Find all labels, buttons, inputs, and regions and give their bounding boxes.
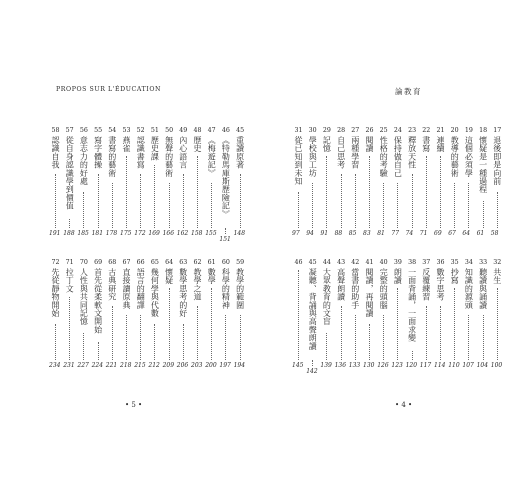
dot-leader bbox=[126, 156, 127, 228]
toc-entry bbox=[378, 258, 389, 370]
toc-entry bbox=[293, 258, 304, 370]
toc-entry-page: 169 bbox=[148, 230, 160, 237]
toc-entry-page: 206 bbox=[176, 362, 189, 369]
dot-leader bbox=[140, 315, 141, 360]
dot-leader bbox=[169, 183, 170, 228]
toc-entry-title: 懷疑 bbox=[164, 268, 174, 285]
toc-entry-number: 33 bbox=[479, 259, 488, 266]
toc-entry-page: 83 bbox=[363, 230, 371, 237]
toc-entry bbox=[78, 126, 89, 238]
toc-entry-page: 69 bbox=[434, 230, 442, 237]
toc-entry bbox=[463, 258, 474, 370]
toc-entry bbox=[93, 258, 104, 370]
dot-leader bbox=[140, 174, 141, 228]
toc-entry-title: 先從靜物開始 bbox=[51, 268, 60, 318]
toc-entry-number: 41 bbox=[365, 259, 374, 266]
toc-entry-title: 閱讀，再閱讀 bbox=[365, 268, 374, 318]
toc-entry-title: 保持做自己 bbox=[393, 136, 403, 177]
toc-entry-title: 高聲朗讀 bbox=[336, 268, 346, 301]
toc-entry-page: 155 bbox=[205, 230, 217, 237]
toc-entry-title: 朗讀 bbox=[393, 268, 403, 285]
toc-entry-title: 拉丁文 bbox=[65, 268, 75, 293]
toc-entry-title: 重讀原著 bbox=[235, 136, 245, 169]
toc-entry-number: 47 bbox=[207, 127, 216, 134]
toc-entry bbox=[64, 126, 75, 238]
toc-entry-number: 58 bbox=[51, 127, 60, 134]
toc-entry bbox=[478, 126, 489, 238]
toc-entry bbox=[350, 258, 361, 370]
toc-entry-page: 142 bbox=[306, 368, 318, 375]
toc-entry bbox=[293, 126, 304, 238]
toc-entry bbox=[78, 258, 89, 370]
toc-entry bbox=[121, 126, 132, 238]
toc-entry-title: 這個必須學 bbox=[464, 136, 474, 177]
dot-leader bbox=[154, 324, 155, 360]
toc-entry-page: 185 bbox=[77, 230, 89, 237]
toc-entry bbox=[306, 258, 318, 375]
dot-leader bbox=[326, 156, 327, 228]
toc-entry-page: 110 bbox=[448, 362, 460, 369]
dot-leader bbox=[240, 315, 241, 360]
toc-entry-title: 釋放天性 bbox=[407, 136, 417, 169]
toc-entry-title: 數學思考的好 bbox=[178, 268, 188, 318]
toc-entry-page: 133 bbox=[348, 362, 361, 369]
dot-leader bbox=[341, 306, 342, 360]
toc-entry-title: 無聲的藝術 bbox=[164, 136, 174, 177]
toc-entry-number: 23 bbox=[408, 127, 417, 134]
toc-entry-number: 29 bbox=[322, 127, 331, 134]
toc-entry-number: 48 bbox=[193, 127, 202, 134]
dot-leader bbox=[83, 192, 84, 228]
toc-entry-title: 《梅遊記》 bbox=[207, 136, 217, 177]
toc-entry bbox=[192, 258, 203, 370]
toc-entry-number: 65 bbox=[150, 259, 159, 266]
toc-entry-number: 71 bbox=[65, 259, 74, 266]
toc-entry-number: 31 bbox=[294, 127, 303, 134]
toc-entry-title: 意志力的好處 bbox=[79, 136, 89, 186]
dot-leader bbox=[69, 297, 70, 360]
dot-leader bbox=[98, 342, 99, 360]
toc-entry-title: 內心語言 bbox=[178, 136, 188, 169]
toc-entry-title: 教學的範圍 bbox=[235, 268, 245, 309]
toc-entry bbox=[135, 258, 146, 370]
toc-entry-number: 40 bbox=[379, 259, 388, 266]
toc-entry-title: 教學之道 bbox=[193, 268, 202, 301]
toc-entry-title: 懷疑是一種過程 bbox=[478, 136, 488, 194]
toc-entry-title: 書寫 bbox=[421, 136, 431, 153]
toc-entry-number: 67 bbox=[122, 259, 131, 266]
dot-leader bbox=[341, 174, 342, 228]
toc-entry bbox=[192, 126, 203, 238]
toc-entry-number: 57 bbox=[65, 127, 74, 134]
dot-leader bbox=[326, 333, 327, 360]
toc-entry-page: 191 bbox=[49, 230, 61, 237]
toc-entry-number: 32 bbox=[493, 259, 502, 266]
dot-leader bbox=[454, 288, 455, 360]
toc-entry-title: 反覆練習 bbox=[421, 268, 431, 301]
toc-entry-page: 97 bbox=[292, 230, 300, 237]
toc-entry-page: 227 bbox=[77, 362, 89, 369]
dot-leader bbox=[383, 183, 384, 228]
toc-entry-page: 94 bbox=[306, 230, 314, 237]
toc-entry bbox=[407, 126, 418, 238]
dot-leader bbox=[468, 315, 469, 360]
toc-entry-page: 74 bbox=[405, 230, 414, 237]
toc-entry bbox=[164, 126, 175, 238]
dot-leader bbox=[225, 228, 226, 234]
toc-entry-number: 25 bbox=[379, 127, 388, 134]
toc-entry-title: 閱讀 bbox=[365, 136, 374, 153]
toc-entry-page: 215 bbox=[134, 362, 146, 369]
dot-leader bbox=[154, 165, 155, 228]
toc-entry-title: 退後即是向前 bbox=[492, 136, 502, 186]
toc-entry-title: 連續 bbox=[436, 136, 445, 153]
dot-leader bbox=[397, 183, 398, 228]
toc-entry-title: 完整的頭腦 bbox=[379, 268, 389, 309]
toc-entry-page: 85 bbox=[348, 230, 357, 237]
toc-entry-page: 162 bbox=[176, 230, 189, 237]
toc-entry bbox=[149, 126, 160, 238]
dot-leader bbox=[183, 324, 184, 360]
dot-leader bbox=[383, 315, 384, 360]
toc-entry-title: 人性與共同記憶 bbox=[79, 268, 89, 326]
toc-entry-page: 209 bbox=[162, 362, 175, 369]
toc-entry-page: 117 bbox=[419, 362, 432, 369]
toc-entry bbox=[492, 258, 503, 370]
dot-leader bbox=[426, 306, 427, 360]
toc-entry-number: 54 bbox=[108, 127, 117, 134]
toc-entry-title: 認識自我 bbox=[51, 136, 60, 169]
toc-entry-title: 大眾教育的文盲 bbox=[322, 268, 332, 326]
toc-entry-page: 188 bbox=[63, 230, 75, 237]
toc-block-right-top bbox=[293, 126, 503, 238]
toc-entry-page: 126 bbox=[377, 362, 389, 369]
toc-entry-number: 45 bbox=[308, 259, 317, 266]
dot-leader bbox=[454, 183, 455, 228]
toc-entry-page: 151 bbox=[219, 236, 231, 243]
dot-leader bbox=[298, 192, 299, 228]
dot-leader bbox=[240, 174, 241, 228]
toc-entry-page: 181 bbox=[91, 230, 104, 237]
toc-entry-page: 139 bbox=[320, 362, 332, 369]
dot-leader bbox=[355, 315, 356, 360]
running-header-right: 論教育 bbox=[395, 87, 422, 96]
toc-entry-number: 27 bbox=[351, 127, 360, 134]
toc-entry bbox=[364, 258, 375, 370]
dot-leader bbox=[312, 183, 313, 228]
toc-entry-page: 224 bbox=[91, 362, 104, 369]
toc-block-right-bottom bbox=[292, 258, 503, 375]
toc-entry bbox=[178, 258, 189, 370]
dot-leader bbox=[197, 156, 198, 228]
toc-entry-page: 120 bbox=[405, 362, 418, 369]
toc-entry-number: 44 bbox=[322, 259, 331, 266]
toc-entry bbox=[336, 126, 347, 238]
toc-entry-title: 記憶 bbox=[322, 136, 332, 153]
toc-entry bbox=[93, 126, 104, 238]
dot-leader bbox=[483, 315, 484, 360]
toc-entry-number: 69 bbox=[94, 259, 103, 266]
toc-entry-page: 148 bbox=[233, 230, 246, 237]
toc-entry bbox=[50, 126, 61, 238]
toc-entry-page: 123 bbox=[391, 362, 403, 369]
toc-block-left-bottom bbox=[50, 258, 260, 370]
toc-entry bbox=[392, 258, 403, 370]
dot-leader bbox=[412, 351, 413, 360]
toc-entry-page: 136 bbox=[334, 362, 347, 369]
toc-block-left-top bbox=[49, 126, 260, 243]
toc-entry-page: 194 bbox=[233, 362, 246, 369]
toc-entry-title: 直接讀原典 bbox=[122, 268, 131, 309]
toc-entry bbox=[121, 258, 132, 370]
dot-leader bbox=[211, 288, 212, 360]
toc-entry-number: 51 bbox=[150, 127, 159, 134]
dot-leader bbox=[412, 174, 413, 228]
toc-entry bbox=[492, 126, 503, 238]
toc-entry-number: 24 bbox=[393, 127, 402, 134]
toc-entry-title: 燕雀 bbox=[122, 136, 131, 153]
toc-entry-page: 77 bbox=[391, 230, 400, 237]
toc-entry bbox=[321, 126, 332, 238]
toc-entry-title: 書寫的藝術 bbox=[107, 136, 117, 177]
toc-entry-number: 30 bbox=[308, 127, 317, 134]
toc-entry bbox=[421, 126, 432, 238]
toc-entry-page: 231 bbox=[63, 362, 75, 369]
toc-entry-number: 34 bbox=[464, 259, 473, 266]
toc-entry bbox=[435, 126, 446, 238]
toc-entry-page: 107 bbox=[462, 362, 474, 369]
toc-entry bbox=[407, 258, 418, 370]
toc-entry-number: 46 bbox=[294, 259, 303, 266]
toc-entry bbox=[392, 126, 403, 238]
toc-entry-title: 《特勒馬庫斯歷險記》 bbox=[221, 136, 231, 218]
toc-entry-number: 20 bbox=[450, 127, 459, 134]
toc-entry-number: 45 bbox=[236, 127, 245, 134]
page-number-right: • 4 • bbox=[395, 401, 413, 409]
toc-entry-number: 60 bbox=[221, 259, 230, 266]
toc-entry-title: 兩種學習 bbox=[350, 136, 360, 169]
toc-entry-page: 218 bbox=[120, 362, 132, 369]
dot-leader bbox=[169, 288, 170, 360]
toc-entry-page: 212 bbox=[148, 362, 160, 369]
dot-leader bbox=[497, 288, 498, 360]
toc-entry-title: 語言的翻譯 bbox=[136, 268, 146, 309]
toc-entry bbox=[378, 126, 389, 238]
toc-entry-page: 172 bbox=[134, 230, 146, 237]
toc-entry bbox=[449, 126, 460, 238]
toc-entry bbox=[307, 126, 318, 238]
toc-entry-title: 教導的藝術 bbox=[450, 136, 460, 177]
toc-entry-title: 知識的源頭 bbox=[464, 268, 474, 309]
dot-leader bbox=[397, 288, 398, 360]
toc-entry-title: 學校與工坊 bbox=[308, 136, 318, 177]
toc-entry bbox=[435, 258, 446, 370]
toc-entry-page: 104 bbox=[476, 362, 489, 369]
dot-leader bbox=[112, 306, 113, 360]
toc-entry-number: 56 bbox=[79, 127, 88, 134]
toc-entry-number: 49 bbox=[179, 127, 188, 134]
toc-entry-number: 62 bbox=[193, 259, 202, 266]
page-number-left: • 5 • bbox=[125, 401, 143, 409]
toc-entry-title: 科學的精神 bbox=[221, 268, 231, 309]
toc-entry bbox=[164, 258, 175, 370]
dot-leader bbox=[298, 270, 299, 360]
toc-entry bbox=[478, 258, 489, 370]
toc-entry-title: 聽讀與誦讀 bbox=[478, 268, 488, 309]
toc-entry-number: 50 bbox=[165, 127, 174, 134]
dot-leader bbox=[69, 219, 70, 228]
toc-entry-title: 共生 bbox=[492, 268, 502, 285]
toc-entry-number: 35 bbox=[450, 259, 459, 266]
toc-entry-number: 19 bbox=[464, 127, 473, 134]
toc-entry-number: 46 bbox=[221, 127, 230, 134]
toc-entry bbox=[364, 126, 375, 238]
toc-entry-title: 凝聽、背誦與高聲朗讀 bbox=[308, 268, 318, 350]
toc-entry bbox=[235, 258, 246, 370]
toc-entry-page: 88 bbox=[334, 230, 343, 237]
toc-entry-number: 42 bbox=[351, 259, 360, 266]
toc-entry-number: 59 bbox=[236, 259, 245, 266]
toc-entry-page: 221 bbox=[105, 362, 118, 369]
toc-entry-title: 首先從柔軟文開始 bbox=[93, 268, 103, 334]
dot-leader bbox=[312, 360, 313, 366]
dot-leader bbox=[112, 183, 113, 228]
toc-entry-title: 幾何學與代數 bbox=[150, 268, 160, 318]
toc-entry-page: 130 bbox=[363, 362, 375, 369]
dot-leader bbox=[468, 183, 469, 228]
toc-entry-number: 36 bbox=[436, 259, 445, 266]
dot-leader bbox=[355, 174, 356, 228]
toc-entry bbox=[220, 258, 231, 370]
toc-entry-title: 抄寫 bbox=[450, 268, 460, 285]
toc-entry-number: 37 bbox=[422, 259, 431, 266]
toc-entry-page: 158 bbox=[191, 230, 203, 237]
toc-entry bbox=[107, 126, 118, 238]
dot-leader bbox=[440, 306, 441, 360]
dot-leader bbox=[55, 174, 56, 228]
toc-entry-number: 17 bbox=[493, 127, 502, 134]
dot-leader bbox=[126, 315, 127, 360]
toc-entry-title: 歷史 bbox=[193, 136, 202, 153]
dot-leader bbox=[369, 156, 370, 228]
toc-entry-title: 自己思考 bbox=[336, 136, 346, 169]
dot-leader bbox=[426, 156, 427, 228]
toc-entry-title: 性格的考驗 bbox=[379, 136, 389, 177]
toc-entry bbox=[421, 258, 432, 370]
toc-entry bbox=[219, 126, 231, 243]
toc-entry-title: 從自身認識學到價值 bbox=[65, 136, 75, 210]
toc-entry-number: 63 bbox=[179, 259, 188, 266]
toc-entry-page: 178 bbox=[105, 230, 118, 237]
toc-entry-page: 61 bbox=[476, 230, 485, 237]
toc-entry-page: 166 bbox=[162, 230, 175, 237]
toc-entry bbox=[64, 258, 75, 370]
toc-entry bbox=[321, 258, 332, 370]
toc-entry-number: 61 bbox=[207, 259, 216, 266]
toc-entry bbox=[350, 126, 361, 238]
toc-entry-page: 91 bbox=[320, 230, 329, 237]
toc-entry bbox=[463, 126, 474, 238]
toc-entry bbox=[206, 258, 217, 370]
toc-entry-page: 100 bbox=[490, 362, 503, 369]
toc-entry bbox=[135, 126, 146, 238]
toc-entry bbox=[336, 258, 347, 370]
toc-entry-page: 175 bbox=[120, 230, 132, 237]
dot-leader bbox=[225, 315, 226, 360]
toc-entry-number: 18 bbox=[479, 127, 488, 134]
toc-entry-title: 一面背誦，一面求變 bbox=[407, 268, 417, 342]
dot-leader bbox=[440, 156, 441, 228]
toc-entry bbox=[50, 258, 61, 370]
running-header-left: PROPOS SUR L'ÉDUCATION bbox=[56, 86, 162, 93]
toc-entry-number: 22 bbox=[422, 127, 431, 134]
dot-leader bbox=[83, 333, 84, 360]
dot-leader bbox=[211, 183, 212, 228]
toc-entry-number: 72 bbox=[51, 259, 60, 266]
toc-entry-title: 寫字體操 bbox=[93, 136, 103, 169]
toc-entry-number: 21 bbox=[436, 127, 445, 134]
toc-entry-number: 43 bbox=[337, 259, 346, 266]
dot-leader bbox=[183, 174, 184, 228]
toc-entry-page: 71 bbox=[419, 230, 428, 237]
toc-entry-number: 53 bbox=[122, 127, 131, 134]
dot-leader bbox=[197, 306, 198, 360]
toc-entry bbox=[235, 126, 246, 238]
dot-leader bbox=[55, 324, 56, 360]
toc-entry-number: 52 bbox=[136, 127, 145, 134]
toc-entry-number: 68 bbox=[108, 259, 117, 266]
toc-entry-page: 145 bbox=[292, 362, 304, 369]
toc-entry-title: 歷史課 bbox=[150, 136, 160, 161]
toc-entry-page: 200 bbox=[205, 362, 217, 369]
toc-entry-number: 66 bbox=[136, 259, 145, 266]
toc-entry-number: 64 bbox=[165, 259, 174, 266]
toc-entry-title: 認識書寫 bbox=[136, 136, 146, 169]
toc-entry-page: 197 bbox=[219, 362, 231, 369]
toc-entry-page: 114 bbox=[434, 362, 446, 369]
toc-entry bbox=[206, 126, 217, 238]
toc-entry-number: 26 bbox=[365, 127, 374, 134]
toc-entry-title: 從已知到未知 bbox=[294, 136, 303, 186]
toc-entry-page: 58 bbox=[490, 230, 499, 237]
toc-entry bbox=[107, 258, 118, 370]
toc-entry-title: 數學 bbox=[207, 268, 217, 285]
dot-leader bbox=[369, 324, 370, 360]
dot-leader bbox=[98, 174, 99, 228]
toc-entry-page: 64 bbox=[462, 230, 471, 237]
toc-entry-page: 203 bbox=[191, 362, 203, 369]
toc-entry-number: 28 bbox=[337, 127, 346, 134]
toc-entry-title: 古典研究 bbox=[107, 268, 117, 301]
toc-entry-number: 55 bbox=[94, 127, 103, 134]
toc-entry-page: 234 bbox=[49, 362, 61, 369]
toc-entry bbox=[178, 126, 189, 238]
toc-entry-title: 當書的助手 bbox=[350, 268, 360, 309]
toc-entry bbox=[149, 258, 160, 370]
dot-leader bbox=[483, 201, 484, 228]
toc-entry bbox=[449, 258, 460, 370]
toc-entry-page: 67 bbox=[448, 230, 456, 237]
toc-entry-title: 數字思考 bbox=[436, 268, 445, 301]
toc-entry-number: 39 bbox=[393, 259, 402, 266]
toc-entry-number: 70 bbox=[79, 259, 88, 266]
dot-leader bbox=[497, 192, 498, 228]
toc-entry-page: 81 bbox=[377, 230, 385, 237]
toc-entry-number: 38 bbox=[408, 259, 417, 266]
